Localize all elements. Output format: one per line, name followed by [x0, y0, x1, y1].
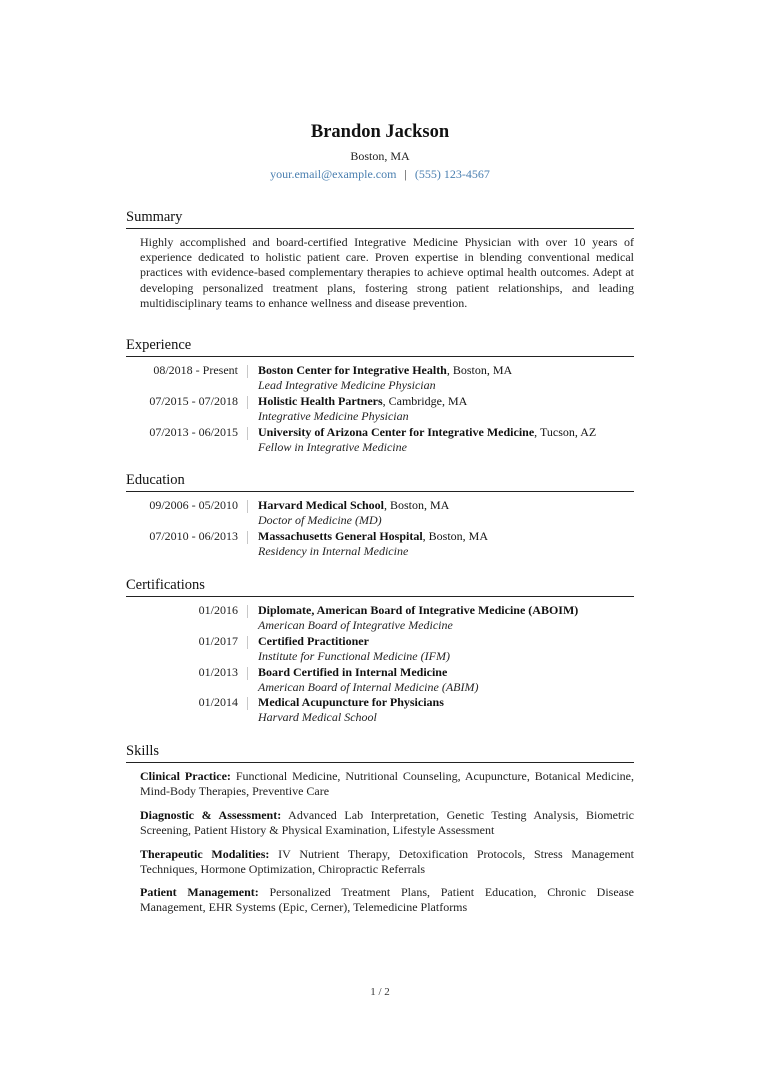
summary-heading: Summary [126, 209, 183, 225]
skill-category: Patient Management: [140, 885, 259, 899]
entry-date: 07/2013 - 06/2015 [149, 425, 238, 439]
entry-organization: University of Arizona Center for Integrative Medicine [258, 425, 535, 439]
entry-location: , Tucson, AZ [534, 425, 597, 439]
experience-entry [126, 394, 634, 425]
entry-divider [247, 396, 248, 409]
entry-divider [247, 636, 248, 649]
education-heading: Education [126, 472, 185, 488]
skill-category: Therapeutic Modalities: [140, 847, 270, 861]
entry-divider [247, 365, 248, 378]
entry-role: Fellow in Integrative Medicine [258, 440, 407, 455]
entry-date: 07/2015 - 07/2018 [149, 394, 238, 408]
experience-heading: Experience [126, 337, 192, 353]
education-entry [126, 498, 634, 529]
summary-section [126, 208, 634, 229]
page-number: 1 / 2 [370, 986, 390, 998]
entry-date: 08/2018 - Present [153, 363, 238, 377]
entry-role: Lead Integrative Medicine Physician [258, 378, 436, 393]
entry-divider [247, 667, 248, 680]
certification-issuer: American Board of Internal Medicine (ABIM) [258, 680, 479, 695]
skills-section [126, 742, 634, 763]
summary-text: Highly accomplished and board-certified Integrative Medicine Physician with over 10 years of experience dedicated to holistic patient care. Proven expertise in blending conventional medical practices with evidence-based complementary therapies to achieve optimal health outcomes. Adept at developing personalized treatment plans, fostering strong patient relationships, and leading multidisciplinary teams to enhance wellness and disease prevention. [140, 235, 634, 310]
skill-group [140, 808, 634, 838]
skill-list: IV Nutrient Therapy, Detoxification Protocols, Stress Management Techniques, Hormone Optimization, Chiropractic Referrals [140, 847, 635, 877]
entry-divider [247, 605, 248, 618]
entry-date: 01/2016 [198, 603, 238, 617]
skill-list: Functional Medicine, Nutritional Counseling, Acupuncture, Botanical Medicine, Mind-Body Therapies, Preventive Care [140, 769, 634, 799]
entry-organization: Harvard Medical School [258, 498, 384, 512]
candidate-location: Boston, MA [350, 149, 410, 163]
certification-entry [126, 634, 634, 665]
skill-group [140, 769, 634, 799]
section-divider [126, 356, 634, 357]
skill-category: Diagnostic & Assessment: [140, 808, 282, 822]
certification-name: Certified Practitioner [258, 634, 369, 648]
skill-list: Advanced Lab Interpretation, Genetic Testing Analysis, Biometric Screening, Patient History & Physical Examination, Lifestyle Assessment [140, 808, 634, 838]
entry-date: 01/2013 [198, 665, 238, 679]
section-divider [126, 762, 634, 763]
email-link[interactable]: your.email@example.com [270, 167, 397, 181]
entry-divider [247, 427, 248, 440]
education-entry [126, 529, 634, 560]
experience-entry [126, 425, 634, 456]
certification-name: Medical Acupuncture for Physicians [258, 695, 444, 709]
entry-role: Residency in Internal Medicine [258, 544, 409, 559]
certification-issuer: Institute for Functional Medicine (IFM) [258, 649, 450, 664]
experience-section [126, 336, 634, 357]
entry-role: Integrative Medicine Physician [258, 409, 409, 424]
entry-date: 01/2017 [198, 634, 238, 648]
entry-divider [247, 697, 248, 710]
experience-entry [126, 363, 634, 394]
entry-role: Doctor of Medicine (MD) [258, 513, 382, 528]
certification-name: Board Certified in Internal Medicine [258, 665, 448, 679]
skill-group [140, 847, 634, 877]
contact-separator: | [404, 167, 407, 181]
certification-issuer: Harvard Medical School [258, 710, 377, 725]
entry-location: , Cambridge, MA [382, 394, 468, 408]
entry-location: , Boston, MA [422, 529, 489, 543]
phone-link[interactable]: (555) 123-4567 [414, 167, 490, 181]
education-section [126, 471, 634, 492]
skill-list: Personalized Treatment Plans, Patient Education, Chronic Disease Management, EHR Systems (Epic, Cerner), Telemedicine Platforms [140, 885, 634, 915]
skill-category: Clinical Practice: [140, 769, 231, 783]
certification-entry [126, 695, 634, 726]
section-divider [126, 596, 634, 597]
entry-organization: Holistic Health Partners [258, 394, 383, 408]
section-divider [126, 228, 634, 229]
entry-organization: Massachusetts General Hospital [258, 529, 423, 543]
entry-date: 01/2014 [198, 695, 238, 709]
certification-issuer: American Board of Integrative Medicine [258, 618, 453, 633]
certification-entry [126, 665, 634, 696]
entry-divider [247, 531, 248, 544]
section-divider [126, 491, 634, 492]
entry-organization: Boston Center for Integrative Health [258, 363, 447, 377]
skill-group [140, 885, 634, 915]
entry-date: 09/2006 - 05/2010 [149, 498, 238, 512]
entry-divider [247, 500, 248, 513]
candidate-name: Brandon Jackson [310, 122, 450, 142]
certifications-section [126, 576, 634, 597]
entry-location: , Boston, MA [384, 498, 450, 512]
certification-entry [126, 603, 634, 634]
certifications-heading: Certifications [126, 577, 205, 593]
entry-location: , Boston, MA [446, 363, 513, 377]
entry-date: 07/2010 - 06/2013 [149, 529, 238, 543]
certification-name: Diplomate, American Board of Integrative Medicine (ABOIM) [258, 603, 579, 617]
contact-line [0, 167, 760, 182]
skills-heading: Skills [126, 743, 160, 759]
